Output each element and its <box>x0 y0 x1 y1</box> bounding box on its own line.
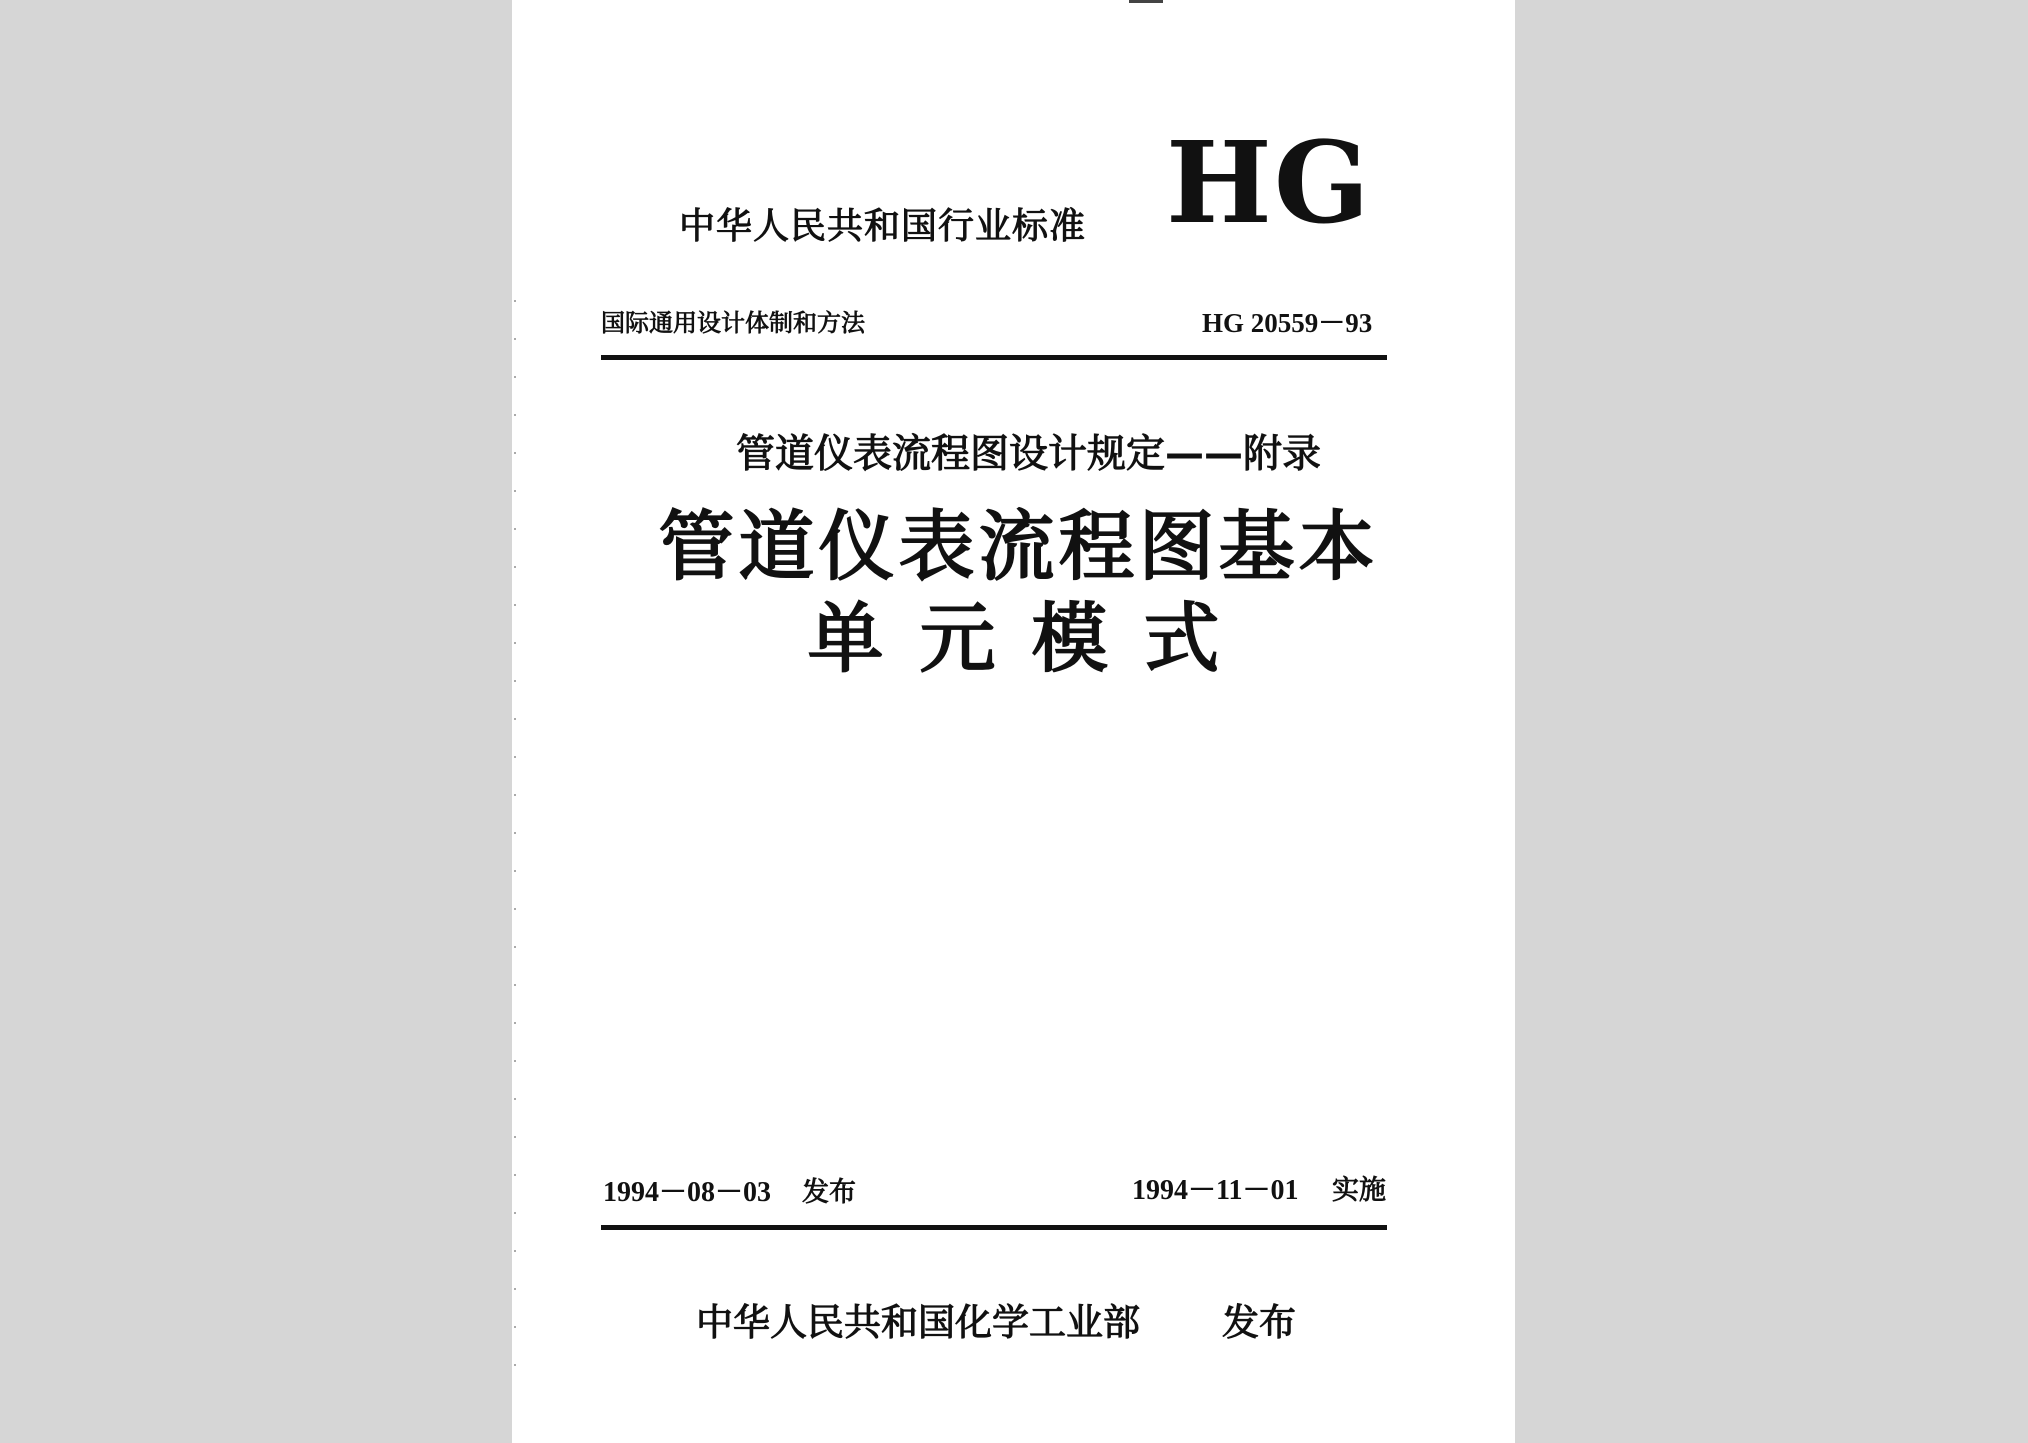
standard-series: 国际通用设计体制和方法 <box>601 309 865 337</box>
standard-type: 中华人民共和国行业标准 <box>679 206 1087 247</box>
implement-date: 1994－11－01 <box>1132 1175 1299 1206</box>
document-title-line-1: 管道仪表流程图基本 <box>658 502 1379 591</box>
publisher: 中华人民共和国化学工业部 <box>696 1301 1140 1344</box>
issue-label: 发布 <box>802 1177 856 1208</box>
hg-logo: HG <box>1166 118 1372 249</box>
publisher-label: 发布 <box>1222 1301 1296 1344</box>
standard-code: HG 20559－93 <box>1202 308 1373 338</box>
top-rule <box>601 355 1387 360</box>
issue-date: 1994－08－03 <box>603 1177 772 1208</box>
scan-speck <box>1129 0 1163 3</box>
bottom-rule <box>601 1225 1387 1230</box>
implement-label: 实施 <box>1332 1175 1386 1206</box>
document-page <box>512 0 1515 1443</box>
document-subtitle: 管道仪表流程图设计规定——附录 <box>735 432 1321 477</box>
document-title-line-2: 单元模式 <box>807 594 1256 683</box>
